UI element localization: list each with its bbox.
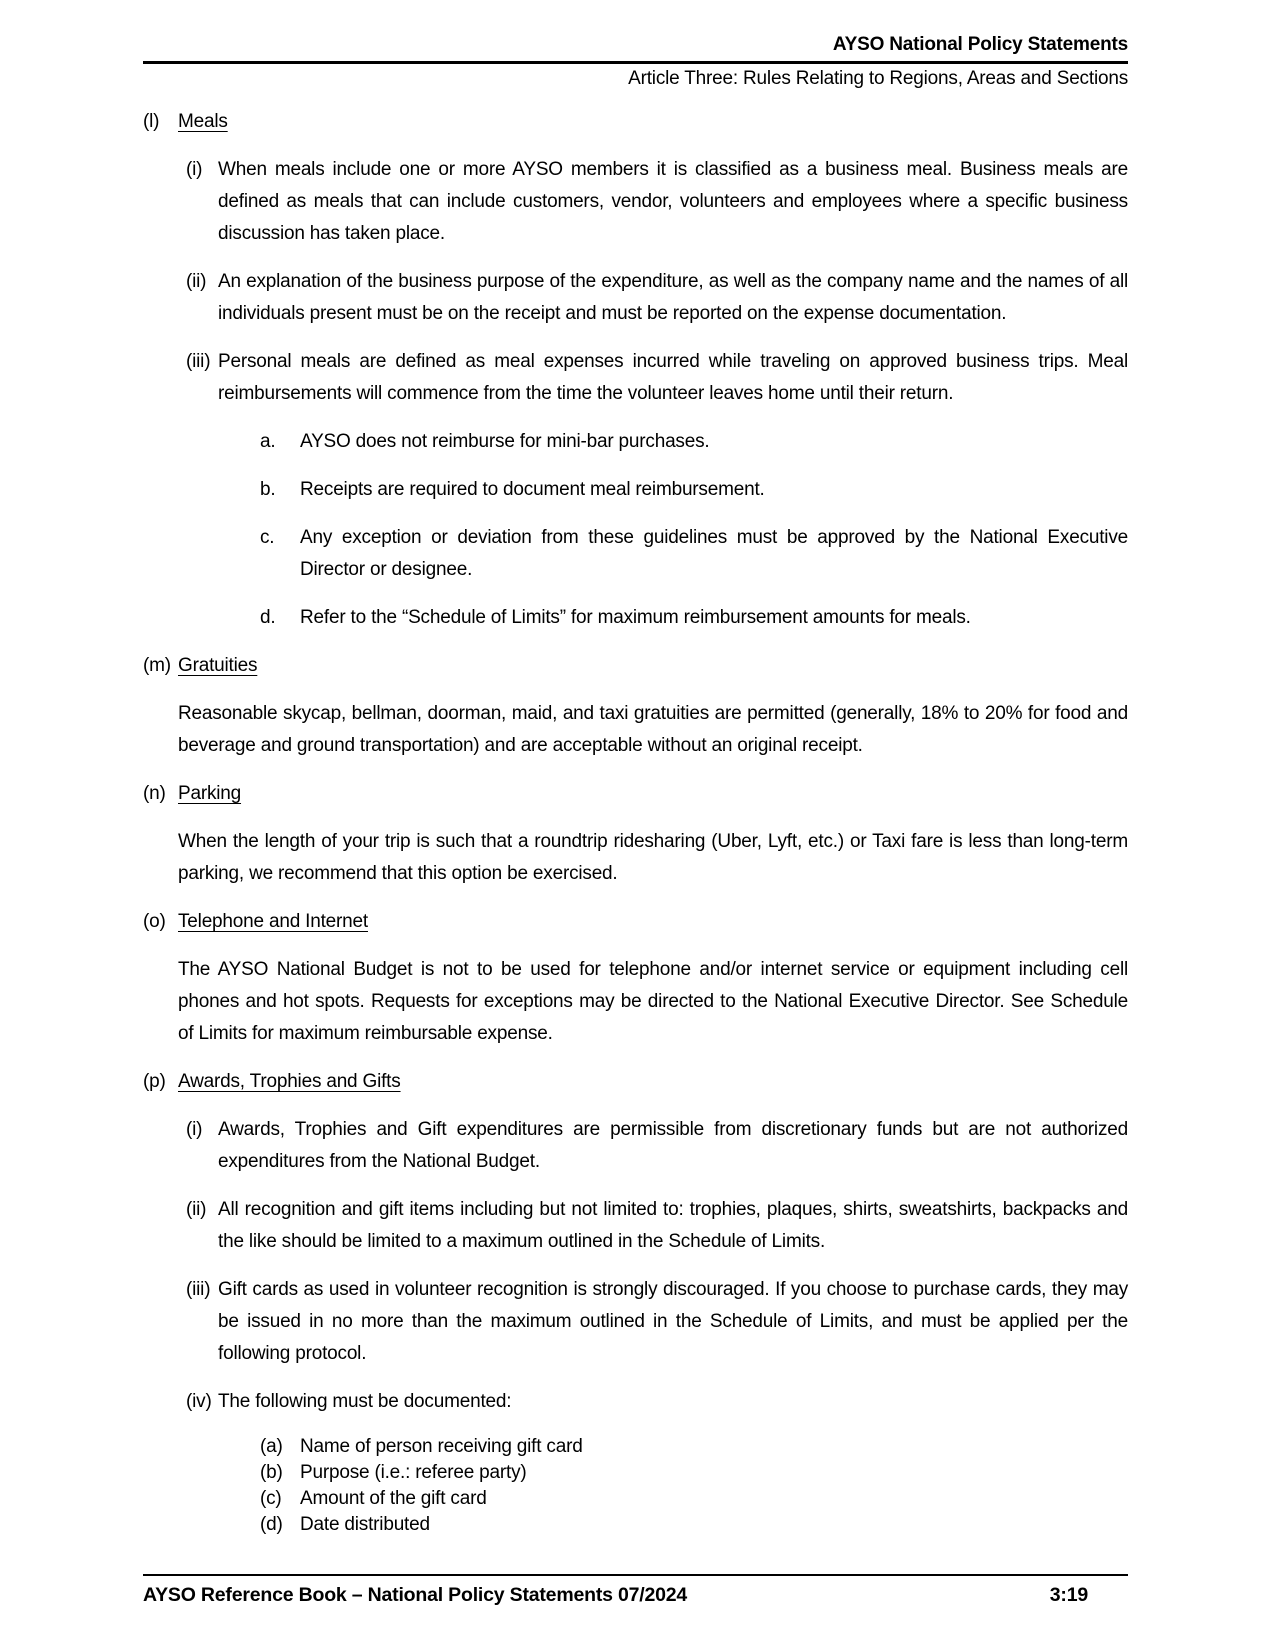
list-item-text: An explanation of the business purpose of the expenditure, as well as the company name and the names of all individuals present must be on the receipt and must be reported on the expense documentation. — [218, 271, 1128, 324]
sub-list-item-text: Purpose (i.e.: referee party) — [300, 1462, 527, 1483]
list-item — [186, 346, 1128, 410]
document-body — [143, 106, 1128, 1538]
list-item-label: (ii) — [186, 271, 207, 292]
header-subtitle: Article Three: Rules Relating to Regions, Areas and Sections — [628, 68, 1128, 89]
sub-list-item — [260, 474, 1128, 506]
sub-list-item-label: d. — [260, 607, 276, 628]
list-item-label: (iii) — [186, 351, 211, 372]
sub-list-item-label: (d) — [260, 1514, 283, 1535]
list-item — [186, 1386, 1128, 1418]
sub-list-item — [260, 1486, 1128, 1512]
section-heading — [143, 1066, 1128, 1098]
list-item-label: (iii) — [186, 1279, 211, 1300]
section-heading-text: Parking — [178, 783, 242, 804]
sub-list-item-label: (c) — [260, 1488, 282, 1509]
sub-list-item — [260, 522, 1128, 586]
list-item-text: All recognition and gift items including but not limited to: trophies, plaques, shirts, sweatshirts, backpacks and the like should be limited to a maximum outlined in the Schedule of Limits. — [218, 1199, 1128, 1252]
list-item-text: Awards, Trophies and Gift expenditures are permissible from discretionary funds but are not authorized expenditures from the National Budget. — [218, 1119, 1128, 1172]
section-paragraph-text: When the length of your trip is such that a roundtrip ridesharing (Uber, Lyft, etc.) or Taxi fare is less than long-term parking, we recommend that this option be exercised. — [178, 831, 1128, 884]
section-heading — [143, 906, 1128, 938]
section-heading-label: (l) — [143, 111, 160, 132]
footer-page-number: 3:19 — [1049, 1584, 1088, 1606]
list-item — [186, 1114, 1128, 1178]
list-item-text: Gift cards as used in volunteer recognition is strongly discouraged. If you choose to purchase cards, they may be issued in no more than the maximum outlined in the Schedule of Limits, and must be applied per the following protocol. — [218, 1279, 1128, 1364]
section-paragraph — [143, 826, 1128, 890]
section-paragraph-text: Reasonable skycap, bellman, doorman, maid, and taxi gratuities are permitted (generally, 18% to 20% for food and beverage and ground transportation) and are acceptable without an original receipt. — [178, 703, 1128, 756]
section-heading-text: Awards, Trophies and Gifts — [178, 1071, 401, 1092]
sub-list-item — [260, 1434, 1128, 1460]
sub-list-item-label: a. — [260, 431, 276, 452]
list-item — [186, 154, 1128, 250]
sub-list-item-label: (a) — [260, 1436, 283, 1457]
sub-list-item-label: b. — [260, 479, 276, 500]
section-heading-label: (m) — [143, 655, 171, 676]
sub-list-item — [260, 602, 1128, 634]
list-item-text: Personal meals are defined as meal expenses incurred while traveling on approved business trips. Meal reimbursements will commence from the time the volunteer leaves home until their return. — [218, 351, 1128, 404]
page-header — [143, 33, 1128, 91]
sub-list-item-text: Any exception or deviation from these guidelines must be approved by the National Executive Director or designee. — [300, 527, 1128, 580]
section-paragraph-text: The AYSO National Budget is not to be used for telephone and/or internet service or equipment including cell phones and hot spots. Requests for exceptions may be directed to the National Executive Director. See Schedule of Limits for maximum reimbursable expense. — [178, 959, 1128, 1044]
section-heading-text: Telephone and Internet — [178, 911, 368, 932]
header-title: AYSO National Policy Statements — [832, 34, 1128, 55]
section-heading — [143, 778, 1128, 810]
section-heading-text: Gratuities — [178, 655, 258, 676]
sub-list-item-text: Name of person receiving gift card — [300, 1436, 583, 1457]
sub-list-item — [260, 1460, 1128, 1486]
list-item-label: (i) — [186, 1119, 203, 1140]
page-footer — [143, 1574, 1128, 1607]
list-item — [186, 1274, 1128, 1370]
header-rule — [143, 61, 1128, 64]
section-heading-label: (n) — [143, 783, 166, 804]
list-item-text: When meals include one or more AYSO members it is classified as a business meal. Business meals are defined as meals that can include customers, vendor, volunteers and employees where a specific business discussion has taken place. — [218, 159, 1128, 244]
section-paragraph — [143, 954, 1128, 1050]
section-heading-text: Meals — [178, 111, 228, 132]
section-heading — [143, 106, 1128, 138]
list-item — [186, 266, 1128, 330]
sub-list-item — [260, 426, 1128, 458]
section-paragraph — [143, 698, 1128, 762]
sub-list-item-text: Date distributed — [300, 1514, 430, 1535]
sub-list-item-text: Receipts are required to document meal reimbursement. — [300, 479, 765, 500]
footer-document-title: AYSO Reference Book – National Policy Statements 07/2024 — [143, 1584, 688, 1606]
sub-list-item-text: AYSO does not reimburse for mini-bar purchases. — [300, 431, 710, 452]
section-heading — [143, 650, 1128, 682]
list-item-label: (i) — [186, 159, 203, 180]
section-heading-label: (p) — [143, 1071, 166, 1092]
list-item-label: (ii) — [186, 1199, 207, 1220]
section-heading-label: (o) — [143, 911, 166, 932]
list-item-text: The following must be documented: — [218, 1391, 512, 1412]
sub-list-item-label: c. — [260, 527, 275, 548]
sub-list-item-text: Refer to the “Schedule of Limits” for maximum reimbursement amounts for meals. — [300, 607, 971, 628]
list-item-label: (iv) — [186, 1391, 212, 1412]
sub-list-item-text: Amount of the gift card — [300, 1488, 487, 1509]
footer-rule — [143, 1574, 1128, 1576]
list-item — [186, 1194, 1128, 1258]
sub-list-item — [260, 1512, 1128, 1538]
sub-list-item-label: (b) — [260, 1462, 283, 1483]
